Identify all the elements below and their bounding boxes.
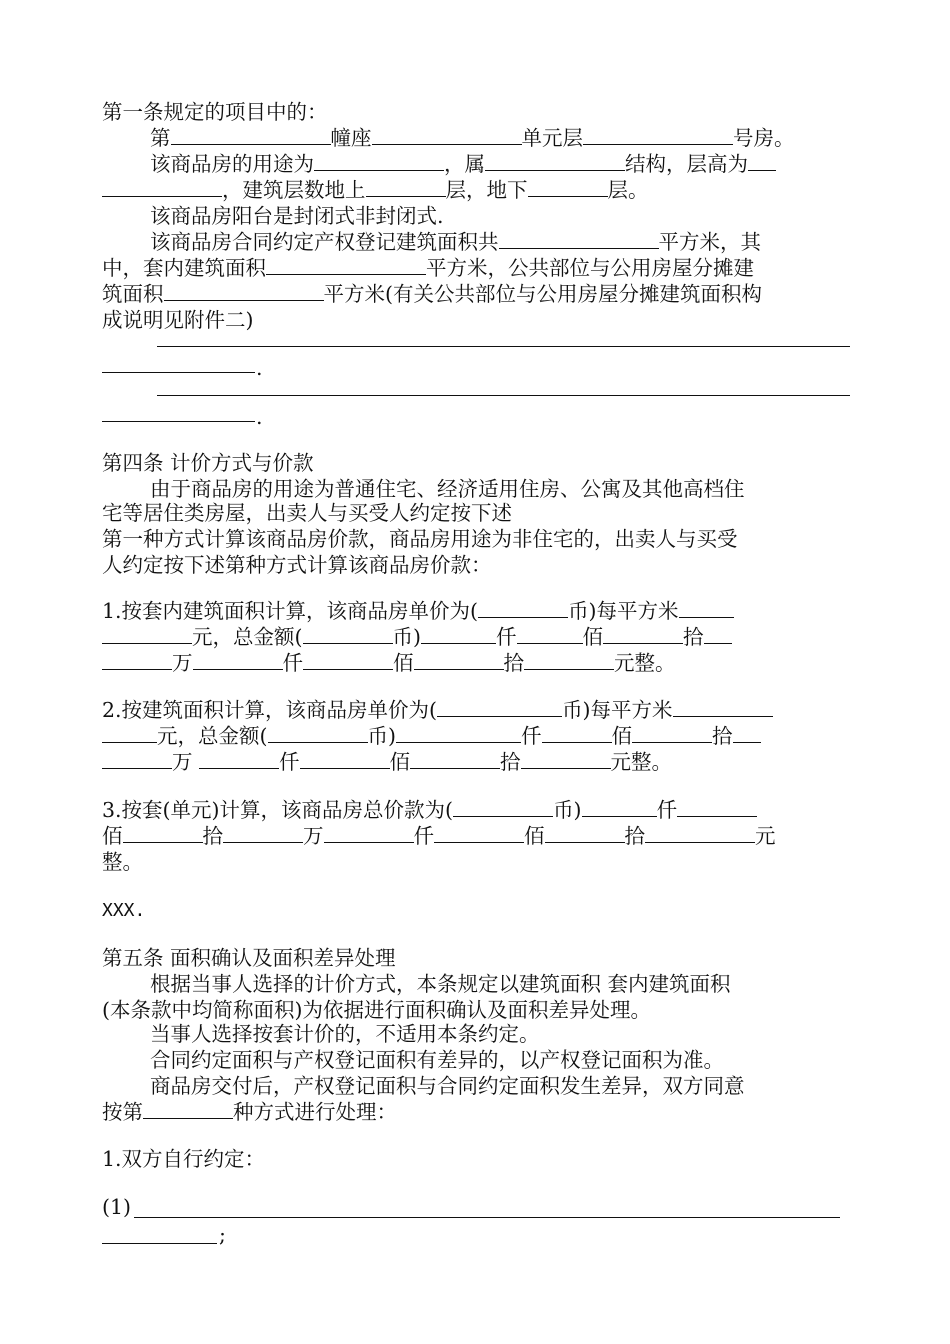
blank-line [102,1243,217,1244]
area-line-4: 成说明见附件二) [102,308,254,332]
option-1-heading: 1.双方自行约定： [102,1147,266,1171]
option-1-item-number: (1) [102,1195,132,1219]
usage-line: 该商品房的用途为 ，属 结构，层高为 [150,151,850,177]
placeholder-text: XXX. [102,900,146,921]
area-line-2: 中，套内建筑面积 平方米，公共部位与公用房屋分摊建 [102,256,754,280]
method-2-line-1: 2.按建筑面积计算，该商品房单价为( 币)每平方米 [102,697,850,723]
clause-4-paragraph: 宅等居住类房屋，出卖人与买受人约定按下述 [102,501,512,525]
clause-5-paragraph: 商品房交付后，产权登记面积与合同约定面积发生差异，双方同意 [150,1074,745,1098]
room-location-line: 第 幢座 单元层 号房。 [150,126,795,150]
method-3-line-1: 3.按套(单元)计算，该商品房总价款为( 币) 仟 [102,797,850,823]
blank-line [157,395,850,396]
clause-5-title: 第五条 面积确认及面积差异处理 [102,946,396,970]
area-line-1: 该商品房合同约定产权登记建筑面积共 平方米，其 [150,230,761,254]
method-3-line-3: 整。 [102,850,143,874]
clause-4-paragraph: 第一种方式计算该商品房价款，商品房用途为非住宅的，出卖人与买受 [102,527,738,551]
clause-5-paragraph: 根据当事人选择的计价方式，本条规定以建筑面积 套内建筑面积 [150,972,731,996]
clause-5-paragraph: 按第 种方式进行处理： [102,1100,397,1124]
blank-line [102,421,255,422]
blank-line [157,346,850,347]
method-3-line-2: 佰 拾 万 仟 佰 拾 元 [102,824,776,848]
clause-4-paragraph: 由于商品房的用途为普通住宅、经济适用住房、公寓及其他高档住 [150,477,745,501]
clause-4-paragraph: 人约定按下述第种方式计算该商品房价款： [102,553,492,577]
clause-1-heading: 第一条规定的项目中的： [102,100,328,124]
blank-line [102,372,255,373]
method-2-line-2: 元，总金额( 币) 仟 佰 拾 [102,723,850,749]
method-1-line-3: 万 仟 佰 拾 元整。 [102,650,850,676]
clause-5-paragraph: 合同约定面积与产权登记面积有差异的，以产权登记面积为准。 [150,1048,724,1072]
method-1-line-1: 1.按套内建筑面积计算，该商品房单价为( 币)每平方米 [102,598,850,624]
period: . [256,405,263,429]
blank-line [134,1217,840,1218]
floors-line: ，建筑层数地上 层，地下 层。 [102,177,850,203]
balcony-line: 该商品房阳台是封闭式非封闭式. [150,204,444,228]
method-2-line-3: 万 仟 佰 拾 元整。 [102,749,850,775]
clause-4-title: 第四条 计价方式与价款 [102,451,314,475]
method-1-line-2: 元，总金额( 币) 仟 佰 拾 [102,624,850,650]
clause-5-paragraph: (本条款中均简称面积)为依据进行面积确认及面积差异处理。 [102,998,651,1022]
area-line-3: 筑面积 平方米(有关公共部位与公用房屋分摊建筑面积构 [102,282,762,306]
clause-5-paragraph: 当事人选择按套计价的，不适用本条约定。 [150,1022,540,1046]
period: . [256,356,263,380]
semicolon: ; [219,1223,226,1247]
